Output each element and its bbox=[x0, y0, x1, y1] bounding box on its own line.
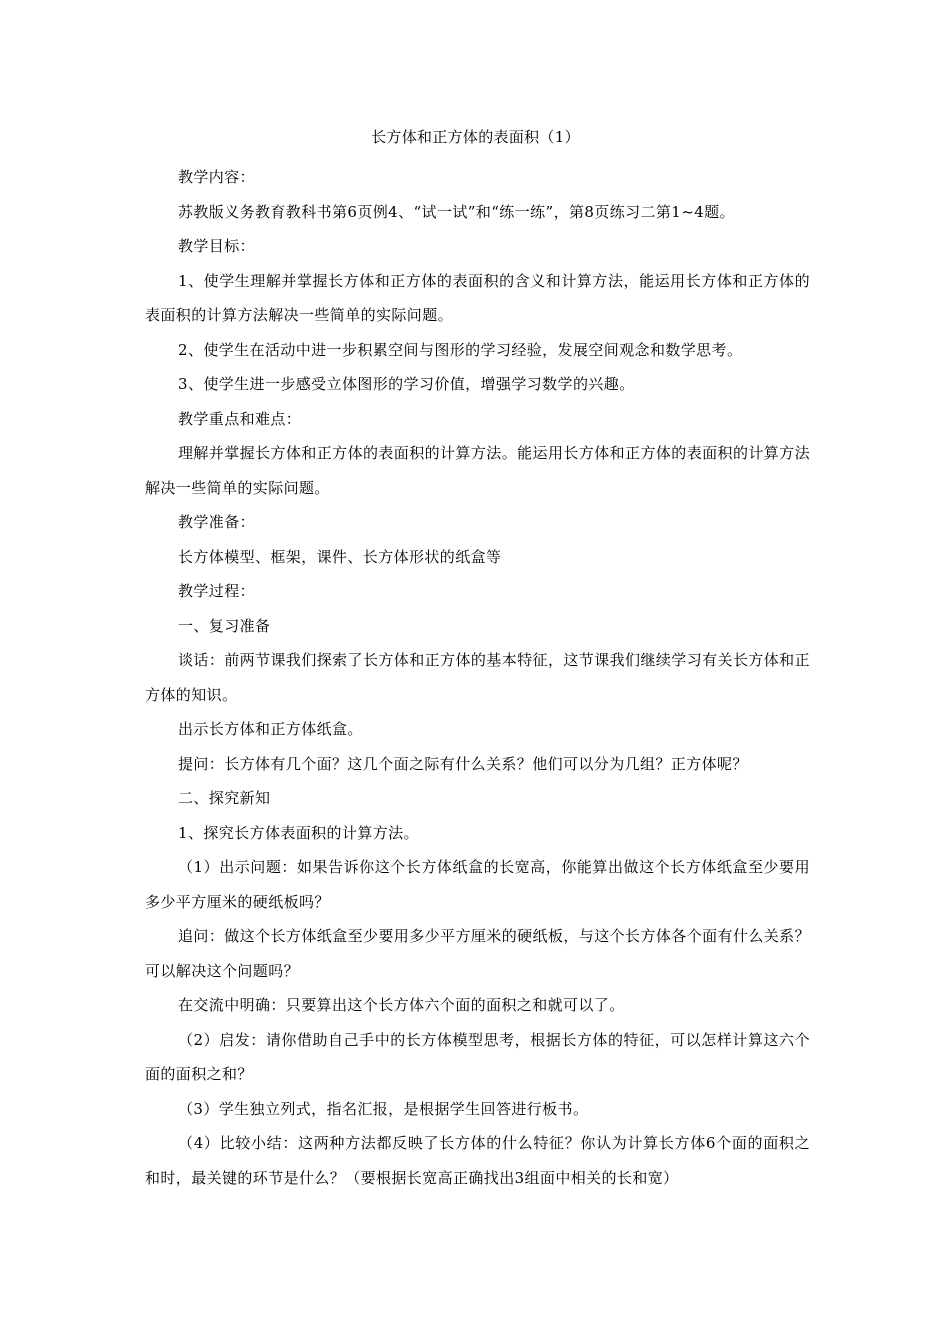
paragraph-talk: 谈话：前两节课我们探索了长方体和正方体的基本特征，这节课我们继续学习有关长方体和正方体的知识。 bbox=[145, 651, 810, 704]
document-body bbox=[145, 160, 810, 1195]
document-title: 长方体和正方体的表面积（1） bbox=[371, 128, 580, 146]
section-heading-goals: 教学目标： bbox=[178, 237, 256, 255]
paragraph-step-2: （2）启发：请你借助自己手中的长方体模型思考，根据长方体的特征，可以怎样计算这六个面的面积之和？ bbox=[145, 1030, 810, 1083]
paragraph-goal-3: 3、使学生进一步感受立体图形的学习价值，增强学习数学的兴趣。 bbox=[178, 375, 635, 393]
paragraph-follow-up: 追问：做这个长方体纸盒至少要用多少平方厘米的硬纸板，与这个长方体各个面有什么关系？可以解决这个问题吗？ bbox=[145, 927, 810, 980]
paragraph-key-points: 理解并掌握长方体和正方体的表面积的计算方法。能运用长方体和正方体的表面积的计算方法解决一些简单的实际问题。 bbox=[145, 444, 810, 497]
paragraph-step-3: （3）学生独立列式，指名汇报，是根据学生回答进行板书。 bbox=[178, 1099, 589, 1118]
section-heading-preparation: 教学准备： bbox=[178, 513, 256, 531]
paragraph-question: 提问：长方体有几个面？这几个面之际有什么关系？他们可以分为几组？正方体呢？ bbox=[178, 754, 748, 773]
paragraph-clarify: 在交流中明确：只要算出这个长方体六个面的面积之和就可以了。 bbox=[178, 996, 625, 1014]
subheading-explore: 二、探究新知 bbox=[178, 789, 271, 807]
subheading-review: 一、复习准备 bbox=[178, 616, 271, 635]
paragraph-preparation: 长方体模型、框架，课件、长方体形状的纸盒等 bbox=[178, 547, 502, 566]
paragraph-goal-1: 1、使学生理解并掌握长方体和正方体的表面积的含义和计算方法，能运用长方体和正方体的表面积的计算方法解决一些简单的实际问题。 bbox=[145, 271, 810, 324]
paragraph-step-1: （1）出示问题：如果告诉你这个长方体纸盒的长宽高，你能算出做这个长方体纸盒至少要用多少平方厘米的硬纸板吗？ bbox=[145, 858, 810, 911]
paragraph-show-boxes: 出示长方体和正方体纸盒。 bbox=[178, 720, 363, 738]
paragraph-explore-1: 1、探究长方体表面积的计算方法。 bbox=[178, 823, 419, 842]
paragraph-step-4: （4）比较小结：这两种方法都反映了长方体的什么特征？你认为计算长方体6个面的面积之和时，最关键的环节是什么？（要根据长宽高正确找出3组面中相关的长和宽） bbox=[145, 1134, 810, 1187]
paragraph-goal-2: 2、使学生在活动中进一步积累空间与图形的学习经验，发展空间观念和数学思考。 bbox=[178, 340, 743, 359]
section-heading-process: 教学过程： bbox=[178, 582, 256, 600]
section-heading-key-points: 教学重点和难点： bbox=[178, 409, 302, 428]
section-heading-content: 教学内容： bbox=[178, 168, 256, 186]
paragraph-content-text: 苏教版义务教育教科书第6页例4、“试一试”和“练一练”，第8页练习二第1~4题。 bbox=[178, 202, 735, 221]
